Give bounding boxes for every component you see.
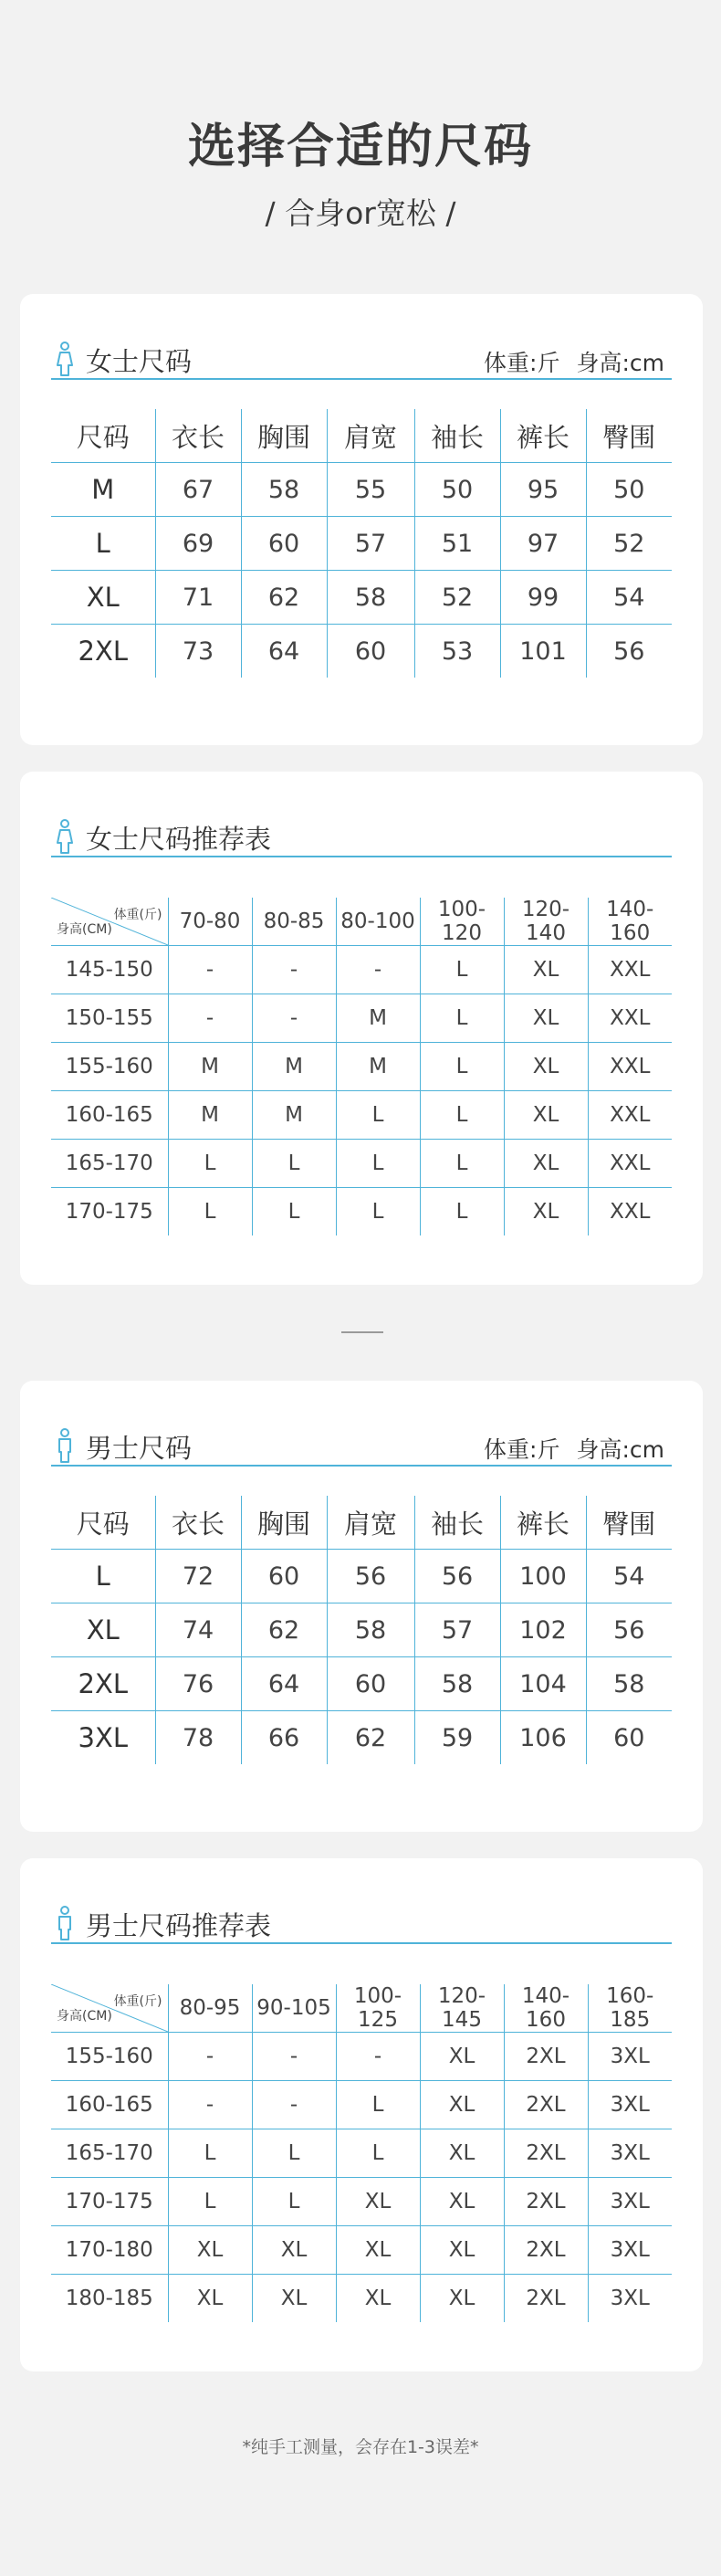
- table-cell: 2XL: [504, 2275, 588, 2323]
- col-header: 140-160: [588, 898, 672, 946]
- table-cell: 170-175: [51, 1188, 168, 1236]
- table-cell: 62: [241, 1603, 327, 1657]
- col-header: 80-85: [252, 898, 336, 946]
- table-cell: L: [336, 2081, 420, 2129]
- col-header: 胸围: [241, 1496, 327, 1550]
- col-header: 衣长: [155, 1496, 241, 1550]
- men-size-units: [484, 1432, 664, 1465]
- table-cell: 66: [241, 1711, 327, 1765]
- col-header: 120-145: [420, 1984, 504, 2033]
- table-row: [51, 571, 672, 625]
- table-cell: -: [168, 946, 252, 994]
- table-cell: 78: [155, 1711, 241, 1765]
- table-cell: XL: [504, 1091, 588, 1140]
- unit-height: 身高:cm: [576, 350, 664, 376]
- table-cell: XL: [51, 1603, 155, 1657]
- table-cell: 95: [500, 463, 586, 517]
- person-icon: [57, 1906, 73, 1940]
- table-cell: 3XL: [588, 2226, 672, 2275]
- table-cell: XL: [420, 2033, 504, 2081]
- table-cell: 52: [586, 517, 672, 571]
- table-cell: 2XL: [504, 2129, 588, 2178]
- table-row: [51, 625, 672, 678]
- table-row: [51, 2178, 672, 2226]
- table-row: [51, 1603, 672, 1657]
- table-cell: 150-155: [51, 994, 168, 1043]
- col-header: 90-105: [252, 1984, 336, 2033]
- table-cell: 74: [155, 1603, 241, 1657]
- table-cell: 60: [327, 1657, 414, 1711]
- table-cell: L: [252, 1188, 336, 1236]
- table-cell: L: [420, 994, 504, 1043]
- col-header: 尺码: [51, 409, 155, 463]
- col-header: 160-185: [588, 1984, 672, 2033]
- table-cell: L: [336, 1188, 420, 1236]
- table-cell: 76: [155, 1657, 241, 1711]
- table-cell: 59: [414, 1711, 500, 1765]
- footnote: *纯手工测量，会存在1-3误差*: [242, 2437, 479, 2457]
- table-cell: XXL: [588, 1140, 672, 1188]
- table-cell: -: [252, 2081, 336, 2129]
- table-cell: 57: [414, 1603, 500, 1657]
- table-row: [51, 1657, 672, 1711]
- col-header: 臀围: [586, 1496, 672, 1550]
- col-header: 100-120: [420, 898, 504, 946]
- table-cell: 72: [155, 1550, 241, 1603]
- table-cell: 3XL: [588, 2081, 672, 2129]
- table-cell: 73: [155, 625, 241, 678]
- table-cell: XL: [252, 2226, 336, 2275]
- unit-weight: 体重:斤: [484, 350, 560, 376]
- table-cell: 56: [613, 636, 645, 666]
- table-cell: 160-165: [51, 1091, 168, 1140]
- table-cell: M: [252, 1091, 336, 1140]
- women-size-title: 女士尺码: [86, 346, 193, 377]
- table-row: [51, 1043, 672, 1091]
- table-cell: 160-165: [51, 2081, 168, 2129]
- men-rec-header: [51, 1902, 672, 1944]
- table-cell: XL: [504, 1043, 588, 1091]
- table-cell: 170-175: [51, 2178, 168, 2226]
- table-row: [51, 1711, 672, 1765]
- table-row: [51, 2275, 672, 2323]
- corner-cell: [51, 898, 168, 946]
- table-cell: XL: [420, 2178, 504, 2226]
- table-cell: XL: [420, 2129, 504, 2178]
- table-cell: 50: [414, 463, 500, 517]
- col-header: 肩宽: [327, 409, 414, 463]
- table-row: [51, 2033, 672, 2081]
- table-cell: XXL: [610, 1200, 651, 1224]
- table-cell: 2XL: [504, 2081, 588, 2129]
- table-row: [51, 463, 672, 517]
- table-cell: L: [420, 1188, 504, 1236]
- table-cell: M: [252, 1043, 336, 1091]
- table-row: [51, 1140, 672, 1188]
- men-size-title: 男士尺码: [86, 1433, 193, 1464]
- table-cell: 62: [327, 1711, 414, 1765]
- table-cell: L: [420, 1043, 504, 1091]
- women-rec-title: 女士尺码推荐表: [86, 824, 272, 855]
- table-cell: -: [336, 2033, 420, 2081]
- table-cell: 54: [586, 571, 672, 625]
- table-cell: 100: [500, 1550, 586, 1603]
- table-cell: L: [168, 2178, 252, 2226]
- col-header: 120-140: [504, 898, 588, 946]
- corner-weight-label: 体重(斤): [113, 908, 162, 922]
- table-cell: 3XL: [610, 2287, 650, 2310]
- table-cell: 58: [414, 1657, 500, 1711]
- table-cell: 2XL: [51, 625, 155, 678]
- table-cell: 50: [586, 463, 672, 517]
- unit-height: 身高:cm: [576, 1436, 664, 1463]
- table-cell: L: [168, 1188, 252, 1236]
- col-header: 尺码: [51, 1496, 155, 1550]
- table-cell: XL: [420, 2226, 504, 2275]
- table-cell: L: [168, 1140, 252, 1188]
- table-cell: XL: [336, 2226, 420, 2275]
- table-row: [51, 517, 672, 571]
- women-size-table: [51, 409, 672, 678]
- table-header-row: [51, 409, 672, 463]
- col-header: 裤长: [500, 1496, 586, 1550]
- table-cell: 2XL: [504, 2033, 588, 2081]
- page-subtitle: / 合身or宽松 /: [265, 195, 456, 231]
- table-cell: L: [252, 2129, 336, 2178]
- table-cell: 57: [327, 517, 414, 571]
- table-header-row: [51, 898, 672, 946]
- table-cell: XXL: [588, 994, 672, 1043]
- table-cell: L: [336, 2129, 420, 2178]
- table-cell: 3XL: [588, 2129, 672, 2178]
- men-size-table: [51, 1496, 672, 1764]
- table-cell: 64: [241, 625, 327, 678]
- women-size-units: [484, 345, 664, 378]
- table-cell: 71: [155, 571, 241, 625]
- table-cell: XL: [504, 1188, 588, 1236]
- table-row: [51, 1550, 672, 1603]
- table-cell: 99: [500, 571, 586, 625]
- table-cell: L: [420, 946, 504, 994]
- table-cell: L: [336, 1091, 420, 1140]
- table-cell: 3XL: [51, 1711, 155, 1765]
- table-cell: 2XL: [504, 2226, 588, 2275]
- table-cell: 155-160: [51, 1043, 168, 1091]
- table-cell: XL: [336, 2275, 420, 2323]
- col-header: 100-125: [336, 1984, 420, 2033]
- col-header: 肩宽: [327, 1496, 414, 1550]
- table-cell: -: [168, 2033, 252, 2081]
- table-cell: 104: [500, 1657, 586, 1711]
- table-cell: L: [51, 1550, 155, 1603]
- table-cell: XXL: [588, 1043, 672, 1091]
- corner-cell: [51, 1984, 168, 2033]
- table-cell: 56: [586, 1603, 672, 1657]
- col-header: 80-100: [336, 898, 420, 946]
- men-rec-title: 男士尺码推荐表: [86, 1910, 272, 1941]
- person-icon: [57, 819, 73, 854]
- women-size-header: [51, 338, 672, 380]
- table-cell: L: [168, 2129, 252, 2178]
- table-cell: 55: [327, 463, 414, 517]
- table-cell: 58: [241, 463, 327, 517]
- table-header-row: [51, 1496, 672, 1550]
- table-cell: L: [420, 1140, 504, 1188]
- table-cell: 60: [241, 1550, 327, 1603]
- corner-height-label: 身高(CM): [57, 922, 112, 937]
- table-cell: 56: [414, 1550, 500, 1603]
- table-row: [51, 994, 672, 1043]
- table-cell: 56: [327, 1550, 414, 1603]
- table-cell: -: [252, 2033, 336, 2081]
- table-cell: L: [51, 517, 155, 571]
- table-cell: 3XL: [588, 2178, 672, 2226]
- table-cell: L: [252, 2178, 336, 2226]
- table-cell: 69: [155, 517, 241, 571]
- table-cell: L: [252, 1140, 336, 1188]
- table-cell: 106: [500, 1711, 586, 1765]
- col-header: 胸围: [241, 409, 327, 463]
- table-cell: M: [51, 463, 155, 517]
- person-icon: [57, 1428, 73, 1463]
- col-header: 80-95: [168, 1984, 252, 2033]
- table-cell: XL: [51, 571, 155, 625]
- men-rec-card: [20, 1858, 703, 2371]
- table-cell: 170-180: [51, 2226, 168, 2275]
- table-cell: 58: [327, 571, 414, 625]
- corner-weight-label: 体重(斤): [113, 1994, 162, 2009]
- page-title: 选择合适的尺码: [187, 120, 533, 174]
- col-header: 衣长: [155, 409, 241, 463]
- women-size-card: [20, 294, 703, 745]
- table-cell: 165-170: [51, 1140, 168, 1188]
- table-cell: M: [168, 1043, 252, 1091]
- corner-height-label: 身高(CM): [57, 2009, 112, 2024]
- table-cell: XXL: [588, 946, 672, 994]
- table-cell: M: [336, 994, 420, 1043]
- table-cell: 51: [414, 517, 500, 571]
- hero-header: [0, 0, 721, 294]
- table-cell: 53: [414, 625, 500, 678]
- women-rec-header: [51, 815, 672, 857]
- table-cell: 97: [500, 517, 586, 571]
- table-header-row: [51, 1984, 672, 2033]
- table-cell: 60: [327, 625, 414, 678]
- table-cell: 145-150: [51, 946, 168, 994]
- col-header: 70-80: [168, 898, 252, 946]
- table-row: [51, 2226, 672, 2275]
- men-size-card: [20, 1381, 703, 1832]
- table-cell: M: [168, 1091, 252, 1140]
- col-header: 裤长: [500, 409, 586, 463]
- person-icon: [57, 342, 73, 376]
- table-cell: 58: [327, 1603, 414, 1657]
- table-cell: -: [252, 994, 336, 1043]
- table-cell: 101: [500, 625, 586, 678]
- table-row: [51, 946, 672, 994]
- table-cell: XL: [336, 2178, 420, 2226]
- table-cell: 3XL: [588, 2033, 672, 2081]
- women-rec-table: [51, 898, 672, 1235]
- table-cell: XL: [420, 2081, 504, 2129]
- table-cell: 165-170: [51, 2129, 168, 2178]
- table-row: [51, 2129, 672, 2178]
- section-divider: [341, 1331, 383, 1333]
- table-cell: 67: [155, 463, 241, 517]
- table-cell: 60: [241, 517, 327, 571]
- col-header: 袖长: [414, 409, 500, 463]
- table-cell: -: [252, 946, 336, 994]
- table-cell: 155-160: [51, 2033, 168, 2081]
- table-cell: 54: [586, 1550, 672, 1603]
- table-cell: 64: [241, 1657, 327, 1711]
- women-rec-card: [20, 772, 703, 1285]
- men-rec-table: [51, 1984, 672, 2322]
- col-header: 140-160: [504, 1984, 588, 2033]
- men-size-header: [51, 1425, 672, 1467]
- col-header: 臀围: [586, 409, 672, 463]
- table-cell: 60: [613, 1723, 645, 1752]
- table-cell: XL: [504, 1140, 588, 1188]
- col-header: 袖长: [414, 1496, 500, 1550]
- table-cell: -: [168, 2081, 252, 2129]
- table-cell: XL: [420, 2275, 504, 2323]
- table-row: [51, 1188, 672, 1236]
- table-cell: 2XL: [51, 1657, 155, 1711]
- table-cell: -: [336, 946, 420, 994]
- table-cell: XL: [168, 2275, 252, 2323]
- unit-weight: 体重:斤: [484, 1436, 560, 1463]
- table-cell: 52: [414, 571, 500, 625]
- table-cell: 102: [500, 1603, 586, 1657]
- table-cell: XL: [168, 2226, 252, 2275]
- table-cell: L: [420, 1091, 504, 1140]
- table-row: [51, 1091, 672, 1140]
- table-cell: XL: [504, 946, 588, 994]
- table-cell: XL: [252, 2275, 336, 2323]
- table-cell: XL: [504, 994, 588, 1043]
- table-row: [51, 2081, 672, 2129]
- table-cell: -: [168, 994, 252, 1043]
- table-cell: XXL: [588, 1091, 672, 1140]
- table-cell: 58: [586, 1657, 672, 1711]
- table-cell: 62: [241, 571, 327, 625]
- table-cell: 180-185: [51, 2275, 168, 2323]
- table-cell: M: [336, 1043, 420, 1091]
- table-cell: 2XL: [504, 2178, 588, 2226]
- table-cell: L: [336, 1140, 420, 1188]
